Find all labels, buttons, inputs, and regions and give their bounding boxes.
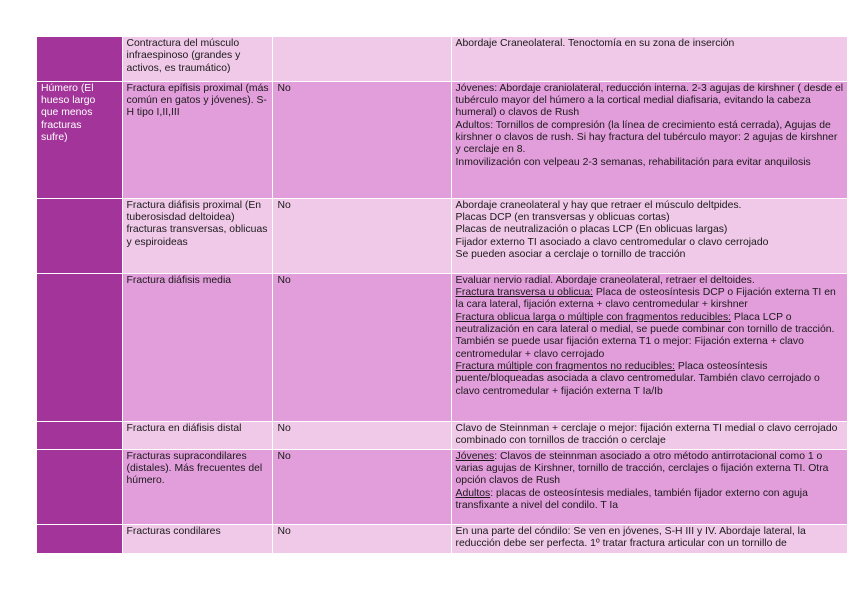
treatment-paragraph — [456, 120, 845, 157]
table-row — [37, 421, 848, 449]
fracture-name: Fracturas condilares — [126, 525, 221, 537]
treatment-text: Placa LCP o neutralización en cara lateral o medial, se puede combinar con tornillo de tracción. También se puede usar fijación externa T1 o mejor: Fijación externa + clavo centromedular + clavo cerrojado — [455, 311, 835, 360]
treatment-heading: Jóvenes — [455, 450, 495, 462]
treatment-table — [37, 37, 848, 554]
table-row — [37, 273, 848, 421]
treatment-heading: Fractura múltiple con fragmentos no reducibles: — [455, 360, 675, 372]
fracture-name: Fractura diáfisis media — [126, 274, 232, 286]
treatment-text: En una parte del cóndilo: Se ven en jóvenes, S-H III y IV. Abordaje lateral, la reducción debe ser perfecta. 1º tratar fractura articular con un tornillo de — [455, 525, 806, 549]
third-column-cell — [273, 37, 451, 81]
treatment-paragraph — [456, 249, 845, 261]
third-column-cell: No — [273, 524, 451, 553]
treatment-paragraph — [456, 237, 845, 249]
treatment-text: Placas DCP (en transversas y oblicuas cortas) — [455, 211, 670, 223]
third-column-cell: No — [273, 273, 451, 421]
group-cell — [37, 198, 122, 273]
group-cell — [37, 81, 122, 198]
third-column-cell: No — [273, 449, 451, 524]
treatment-heading: Adultos — [455, 487, 491, 499]
group-cell — [37, 524, 122, 553]
treatment-text: Placa osteosíntesis puente/bloqueadas asociada a clavo centromedular. También clavo cerrojado o clavo centromedular + fijación externa T Ia/Ib — [455, 360, 820, 397]
treatment-paragraph — [456, 224, 845, 236]
treatment-cell — [451, 273, 847, 421]
fracture-name: Fractura en diáfisis distal — [126, 422, 242, 434]
fracture-name-cell — [122, 449, 273, 524]
treatment-heading: Fractura oblicua larga o múltiple con fragmentos reducibles: — [455, 311, 732, 323]
treatment-text: Placas de neutralización o placas LCP (En oblicuas largas) — [455, 224, 728, 236]
fracture-name-cell — [122, 81, 273, 198]
treatment-text: Adultos: Tornillos de compresión (la línea de crecimiento está cerrada), Agujas de kirshner o clavos de rush. Si hay fractura del tubérculo mayor: 2 agujas de kirshner y cerclaje en 8. — [455, 119, 838, 156]
treatment-text: Se pueden asociar a cerclaje o tornillo de tracción — [455, 248, 686, 260]
treatment-paragraph — [456, 212, 845, 224]
treatment-text: Abordaje craneolateral y hay que retraer el músculo deltpides. — [455, 199, 742, 211]
treatment-paragraph — [456, 423, 845, 448]
table-row — [37, 198, 848, 273]
treatment-cell — [451, 449, 847, 524]
third-column-cell: No — [273, 421, 451, 449]
fracture-name: Fractura diáfisis proximal (En tuberosisdad deltoidea) fracturas transversas, oblicuas y espiroideas — [126, 199, 268, 248]
group-cell — [37, 273, 122, 421]
treatment-cell — [451, 81, 847, 198]
treatment-text: Inmovilización con velpeau 2-3 semanas, rehabilitación para evitar anquilosis — [455, 156, 811, 168]
treatment-text: Jóvenes: Abordaje craniolateral, reducción interna. 2-3 agujas de kirshner ( desde el tubérculo mayor del húmero a la cortical medial diafisaria, evitando la cabeza humeral) o clavos de Rush — [455, 82, 844, 119]
third-column-cell: No — [273, 198, 451, 273]
treatment-text: Clavo de Steinnman + cerclaje o mejor: fijación externa TI medial o clavo cerrojado combinado con tornillos de tracción o cerclaje — [455, 422, 838, 446]
treatment-cell — [451, 524, 847, 553]
fracture-name: Fracturas supracondilares (distales). Más frecuentes del húmero. — [126, 450, 263, 487]
treatment-paragraph — [456, 275, 845, 287]
treatment-paragraph — [456, 157, 845, 169]
treatment-cell — [451, 198, 847, 273]
table-row — [37, 449, 848, 524]
treatment-cell — [451, 37, 847, 81]
treatment-text: Abordaje Craneolateral. Tenoctomía en su zona de inserción — [455, 38, 735, 49]
treatment-paragraph — [456, 38, 845, 50]
treatment-paragraph — [456, 451, 845, 488]
treatment-text: : placas de osteosíntesis mediales, también fijador externo con aguja transfixante a nivel del condilo. T Ia — [455, 487, 808, 511]
treatment-paragraph — [456, 83, 845, 120]
fracture-name-cell — [122, 273, 273, 421]
treatment-text: Fijador externo TI asociado a clavo centromedular o clavo cerrojado — [455, 236, 769, 248]
treatment-cell — [451, 421, 847, 449]
table-row — [37, 37, 848, 81]
fracture-name: Fractura epífisis proximal (más común en gatos y jóvenes). S-H tipo I,II,III — [126, 82, 269, 119]
treatment-text: : Clavos de steinnman asociado a otro método antirrotacional como 1 o varias agujas de Kirshner, tornillo de tracción, cerclajes o fijación externa TI. Otra opción clavos de Rush — [455, 450, 829, 487]
table-row — [37, 81, 848, 198]
group-label: Húmero (El hueso largo que menos fracturas sufre) — [41, 82, 96, 143]
treatment-paragraph — [456, 200, 845, 212]
fracture-name-cell — [122, 421, 273, 449]
third-column-cell: No — [273, 81, 451, 198]
fracture-name-cell — [122, 198, 273, 273]
treatment-paragraph — [456, 312, 845, 361]
fracture-name: Contractura del músculo infraespinoso (grandes y activos, es traumático) — [126, 38, 241, 74]
treatment-heading: Fractura transversa u oblicua: — [455, 286, 593, 298]
treatment-paragraph — [456, 488, 845, 513]
treatment-paragraph — [456, 287, 845, 312]
treatment-text: Evaluar nervio radial. Abordaje craneolateral, retraer el deltoides. — [455, 274, 755, 286]
group-cell — [37, 421, 122, 449]
treatment-paragraph — [456, 361, 845, 398]
fracture-name-cell — [122, 524, 273, 553]
group-cell — [37, 449, 122, 524]
treatment-text: Placa de osteosíntesis DCP o Fijación externa TI en la cara lateral, fijación externa + clavo centromedular + kirshner — [455, 286, 836, 311]
group-cell — [37, 37, 122, 81]
fracture-name-cell — [122, 37, 273, 81]
treatment-paragraph — [456, 526, 845, 551]
table-row — [37, 524, 848, 553]
